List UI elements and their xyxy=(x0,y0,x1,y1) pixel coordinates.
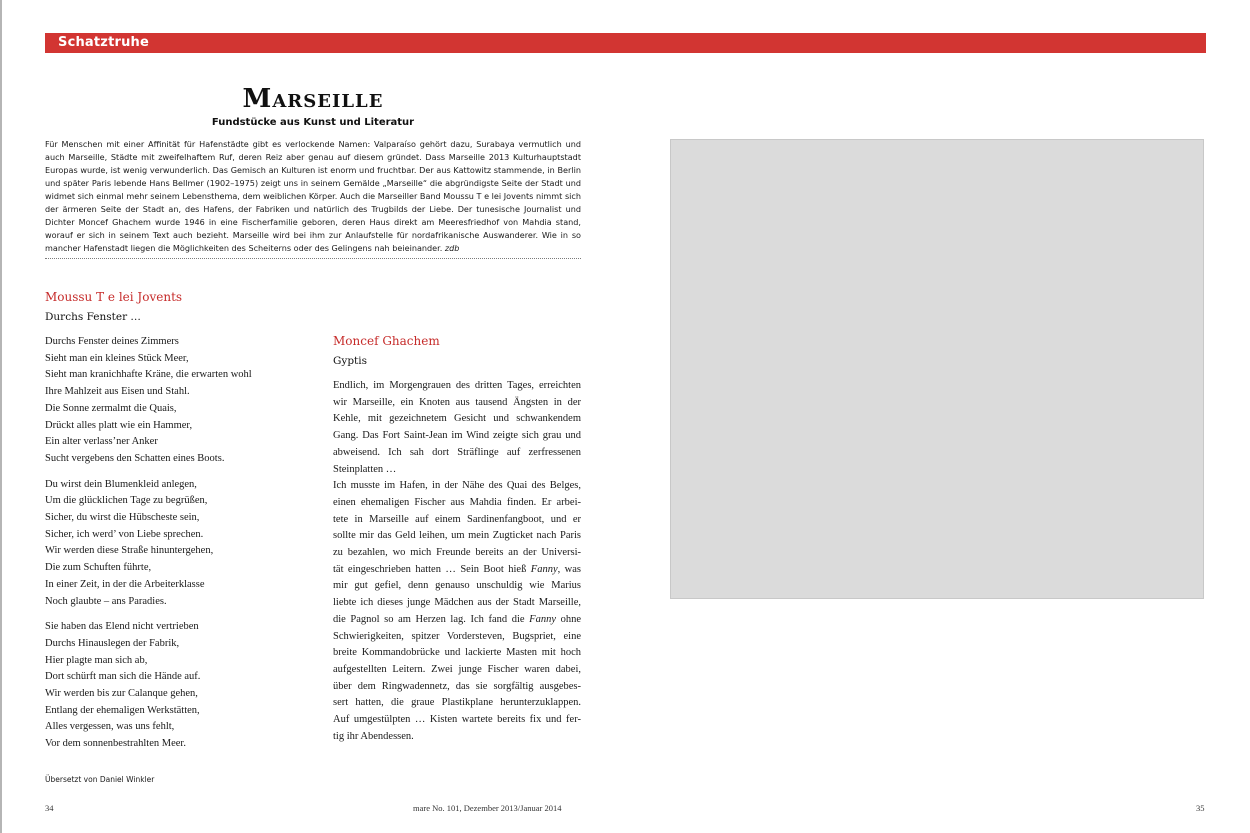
poem-line: Um die glücklichen Tage zu begrüßen, xyxy=(45,495,208,507)
poem-line: Die Sonne zermalmt die Quais, xyxy=(45,402,177,414)
prose-line: Ich musste im Hafen, in der Nähe des Quai des Belges, xyxy=(333,480,581,492)
poem-line: Alles vergessen, was uns fehlt, xyxy=(45,721,175,733)
prose-line: Auf umgestülpten … Kisten wartete bereits fix und fer- xyxy=(333,714,581,726)
boat-name-italic: Fanny xyxy=(529,613,556,625)
translator-credit: Übersetzt von Daniel Winkler xyxy=(45,775,155,784)
prose-line: sollte mir das Geld leihen, um mein Zugticket nach Paris xyxy=(333,530,581,542)
poem-line: Dort schürft man sich die Hände auf. xyxy=(45,671,201,683)
poem-line: Sucht vergebens den Schatten eines Boots. xyxy=(45,452,225,464)
painting-image-placeholder xyxy=(670,139,1204,599)
prose-line: Steinplatten … xyxy=(333,463,397,475)
prose-line: sert hatten, die graue Plastikplane herunterzuklappen. xyxy=(333,697,581,709)
poem-line: Ein alter verlass’ner Anker xyxy=(45,436,158,448)
prose-line: zu bezahlen, wo mich Freunde bereits an der Universi- xyxy=(333,547,581,559)
section-divider xyxy=(45,258,581,259)
prose-line-segment: , was xyxy=(557,563,581,575)
poem-line: Vor dem sonnenbestrahlten Meer. xyxy=(45,738,186,750)
poem-author: Moussu T e lei Jovents xyxy=(45,290,183,304)
poem-line: Noch glaubte – ans Paradies. xyxy=(45,595,167,607)
page-number-right: 35 xyxy=(1196,803,1205,813)
poem-line: Hier plagte man sich ab, xyxy=(45,654,148,666)
intro-signature: zdb xyxy=(444,243,460,253)
article-subtitle: Fundstücke aus Kunst und Literatur xyxy=(211,117,415,128)
article-title: Marseille xyxy=(242,84,384,114)
poem-line: Durchs Hinauslegen der Fabrik, xyxy=(45,637,180,649)
prose-line: Kehle, mit gezeichnetem Gesicht und schwankendem xyxy=(333,413,581,425)
prose-author: Moncef Ghachem xyxy=(333,334,440,348)
poem-line: Wir werden diese Straße hinuntergehen, xyxy=(45,545,214,557)
poem-line: Sieht man ein kleines Stück Meer, xyxy=(45,352,189,364)
section-header-bar xyxy=(45,33,1206,53)
poem-stanza-1 xyxy=(45,334,315,468)
section-label: Schatztruhe xyxy=(58,35,150,50)
poem-line: Ihre Mahlzeit aus Eisen und Stahl. xyxy=(45,386,190,398)
poem-line: Du wirst dein Blumenkleid anlegen, xyxy=(45,478,197,490)
poem-line: In einer Zeit, in der die Arbeiterklasse xyxy=(45,578,205,590)
poem-stanza-2 xyxy=(45,477,315,611)
prose-line: über dem Ringwadennetz, das sie sorgfältig ausgebes- xyxy=(333,680,581,692)
prose-column xyxy=(333,334,581,745)
prose-line-segment: tät eingeschrieben hatten … Sein Boot hieß xyxy=(333,563,527,575)
prose-text xyxy=(333,378,581,745)
prose-line: breite Kommandobrücke und lackierte Masten mit hoch xyxy=(333,647,581,659)
prose-line: Schwierigkeiten, spitzer Vordersteven, Bugspriet, eine xyxy=(333,630,581,642)
prose-line: Gang. Das Fort Saint-Jean im Wind zeigte sich grau und xyxy=(333,430,581,442)
prose-line-segment: ohne xyxy=(560,613,581,625)
prose-line: Endlich, im Morgengrauen des dritten Tages, erreichten xyxy=(333,380,581,391)
poem-line: Durchs Fenster deines Zimmers xyxy=(45,336,179,347)
intro-text: Für Menschen mit einer Affinität für Hafenstädte gibt es verlockende Namen: Valparaíso gehört dazu, Surabaya vermutlich und auch Marseille, Städte mit zweifelhaftem Ruf, deren Reiz aber genau auf diesem gründet. Dass Marseille 2013 Kulturhauptstadt Europas wurde, ist wenig verwunderlich. Das Gemisch an Kulturen ist enorm und fruchtbar. Der aus Kattowitz stammende, in Berlin und später Paris lebende Hans Bellmer (1902–1975) zeigt uns in seinem Gemälde „Marseille“ die abgründigste Seite der Stadt und widmet sich einmal mehr seinem Lebensthema, dem weiblichen Körper. Auch die Marseiller Band Moussu T e lei Jovents nimmt sich der ärmeren Seite der Stadt an, des Hafens, der Fabriken und natürlich des Trugbilds der Liebe. Der tunesische Journalist und Dichter Moncef Ghachem wurde 1946 in eine Fischerfamilie geboren, deren Haus direkt am Meeresfriedhof von Mahdia stand, worauf er sich in seinem Text auch bezieht. Marseille wird bei ihm zur Anlaufstelle für nordafrikanische Auswanderer. Wie in so mancher Hafenstadt liegen die Möglichkeiten des Scheiterns oder des Gelingens nah beieinander. xyxy=(45,139,581,253)
intro-paragraph xyxy=(45,138,581,255)
prose-line: wir Marseille, ein Knoten aus tausend Ängsten in der xyxy=(333,396,581,408)
poem-line: Die zum Schuften führte, xyxy=(45,562,152,574)
poem-title: Durchs Fenster … xyxy=(45,311,141,323)
prose-line: aufgestellten Leitern. Zwei junge Fischer waren dabei, xyxy=(333,663,581,675)
poem-line: Sicher, ich werd’ von Liebe sprechen. xyxy=(45,528,204,540)
page-edge-rule xyxy=(0,0,2,833)
prose-line: mir gut gefiel, denn genauso unschuldig wie Marius xyxy=(333,580,581,592)
poem-line: Wir werden bis zur Calanque gehen, xyxy=(45,688,198,700)
poem-line: Sieht man kranichhafte Kräne, die erwarten wohl xyxy=(45,369,252,381)
page-number-left: 34 xyxy=(45,803,54,813)
poem-line: Entlang der ehemaligen Werkstätten, xyxy=(45,704,200,716)
prose-line-with-italic xyxy=(333,612,581,629)
prose-line-with-italic xyxy=(333,562,581,579)
prose-line: abweisend. Ich sah dort Sträflinge auf zerfressenen xyxy=(333,446,581,458)
poem-line: Drückt alles platt wie ein Hammer, xyxy=(45,419,193,431)
poem-line: Sie haben das Elend nicht vertrieben xyxy=(45,621,199,633)
prose-line-segment: die Pagnol so am Herzen lag. Ich fand die xyxy=(333,613,525,625)
prose-line: liebte ich dieses junge Mädchen aus der Stadt Marseille, xyxy=(333,597,581,609)
poem-column xyxy=(45,290,315,753)
prose-line: tig ihr Abendessen. xyxy=(333,730,414,742)
prose-line: einen ehemaligen Fischer aus Mahdia finden. Er arbei- xyxy=(333,496,581,508)
poem-line: Sicher, du wirst die Hübscheste sein, xyxy=(45,512,200,524)
prose-line: tete in Marseille auf einem Sardinenfangboot, und er xyxy=(333,513,581,525)
issue-info: mare No. 101, Dezember 2013/Januar 2014 xyxy=(413,803,562,813)
prose-title: Gyptis xyxy=(333,355,368,367)
poem-stanza-3 xyxy=(45,619,315,753)
boat-name-italic: Fanny xyxy=(530,563,558,575)
